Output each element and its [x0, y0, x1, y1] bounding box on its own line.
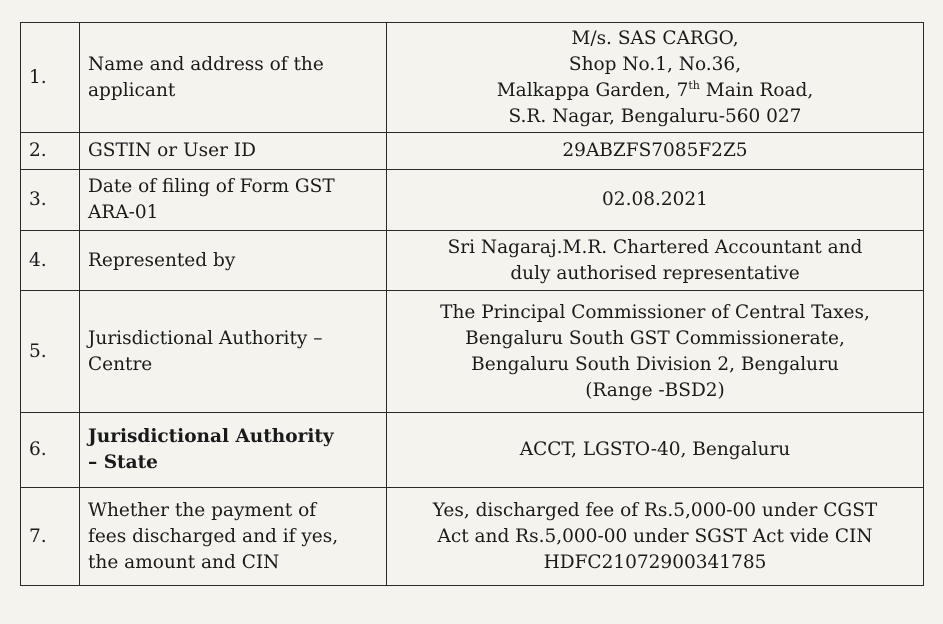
table-row: [21, 170, 924, 231]
label-line: the amount and CIN: [88, 551, 280, 573]
row-value: ACCT, LGSTO-40, Bengaluru: [387, 413, 924, 488]
row-label: [80, 23, 387, 133]
table-row: [21, 23, 924, 133]
row-number: 4.: [21, 231, 80, 291]
row-label: [80, 291, 387, 413]
value-line-part: Malkappa Garden, 7: [496, 79, 689, 101]
row-number: 2.: [21, 133, 80, 170]
row-number: 6.: [21, 413, 80, 488]
value-line: M/s. SAS CARGO,: [571, 27, 739, 49]
row-label: Date of filing of Form GST ARA-01: [80, 170, 387, 231]
table-row: [21, 231, 924, 291]
value-line-part: Main Road,: [699, 79, 814, 101]
value-line: Yes, discharged fee of Rs.5,000-00 under CGST: [432, 499, 878, 521]
row-value: [387, 23, 924, 133]
row-label: Represented by: [80, 231, 387, 291]
row-label: [80, 413, 387, 488]
value-line: Sri Nagaraj.M.R. Chartered Accountant and: [447, 236, 863, 258]
value-line: Act and Rs.5,000-00 under SGST Act vide CIN: [437, 525, 873, 547]
row-value: [387, 291, 924, 413]
superscript: th: [688, 78, 700, 92]
label-line: Jurisdictional Authority: [88, 426, 334, 447]
label-line: Jurisdictional Authority –: [88, 327, 323, 349]
label-line: Centre: [88, 353, 153, 375]
row-value: 02.08.2021: [387, 170, 924, 231]
table-row: [21, 413, 924, 488]
table-row: [21, 488, 924, 586]
label-line: Whether the payment of: [88, 499, 317, 521]
value-line: HDFC21072900341785: [543, 551, 767, 573]
table-row: [21, 133, 924, 170]
value-line: Bengaluru South Division 2, Bengaluru: [471, 353, 839, 375]
table-row: [21, 291, 924, 413]
row-value: [387, 231, 924, 291]
value-line: (Range -BSD2): [585, 379, 725, 401]
value-line: S.R. Nagar, Bengaluru-560 027: [508, 105, 802, 127]
row-label: [80, 488, 387, 586]
value-line: [395, 78, 915, 104]
row-label: GSTIN or User ID: [80, 133, 387, 170]
value-line: duly authorised representative: [510, 262, 800, 284]
row-value: 29ABZFS7085F2Z5: [387, 133, 924, 170]
row-value: [387, 488, 924, 586]
value-line: Bengaluru South GST Commissionerate,: [465, 327, 845, 349]
value-line: The Principal Commissioner of Central Taxes,: [440, 301, 870, 323]
label-line: fees discharged and if yes,: [88, 525, 339, 547]
row-number: 7.: [21, 488, 80, 586]
value-line: Shop No.1, No.36,: [568, 53, 742, 75]
row-number: 3.: [21, 170, 80, 231]
row-number: 5.: [21, 291, 80, 413]
applicant-details-table: [20, 22, 924, 586]
label-line: – State: [88, 452, 158, 473]
row-label-text: Name and address of the applicant: [88, 53, 324, 101]
row-number: 1.: [21, 23, 80, 133]
